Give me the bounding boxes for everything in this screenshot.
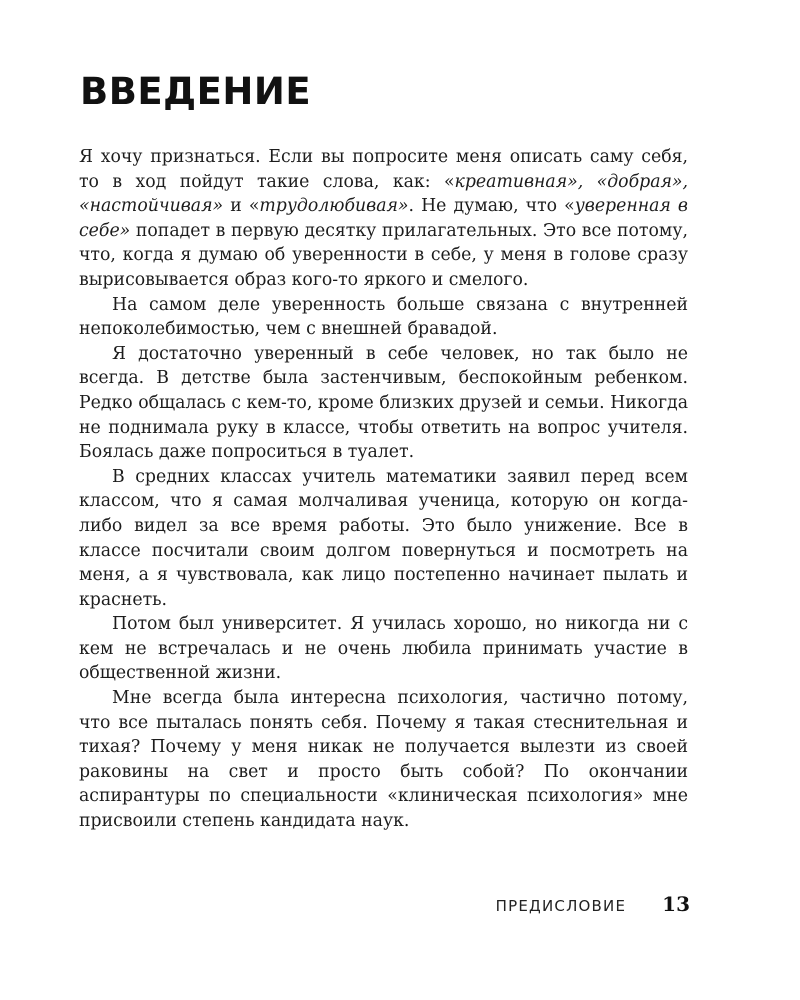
paragraph-5: Потом был университет. Я училась хорошо, но никогда ни с кем не встречалась и не очень любила принимать участие в общественной жизни. [79,614,688,684]
paragraph-1-text-4: попадет в первую десятку прилагательных. Это все потому, что, когда я думаю об уверенности в себе, у меня в голове сразу вырисовывается образ кого-то яркого и смелого. [79,220,688,290]
paragraph-6: Мне всегда была интересна психология, частично потому, что все пыталась понять себя. Почему я такая стеснительная и тихая? Почему у меня никак не получается вылезти из своей раковины на свет и просто быть собой? По окончании аспирантуры по специальности «клиническая психология» мне присвоили степень кандидата наук. [79,688,688,832]
paragraph-1-italic-1: креативная», «добрая», «настойчивая» [79,171,688,217]
paragraph-1-italic-2: трудолюбивая» [259,196,409,217]
paragraph-2: На самом деле уверенность больше связана с внутренней непоколебимостью, чем с внешней бравадой. [79,294,688,340]
paragraph-1 [79,145,688,293]
chapter-title: ВВЕДЕНИЕ [80,70,312,113]
paragraph-1-text-1: Я хочу признаться. Если вы попросите меня описать саму себя, то в ход пойдут такие слова, как: « [79,147,688,192]
running-head: ПРЕДИСЛОВИЕ [495,897,627,915]
paragraph-3: Я достаточно уверенный в себе человек, но так было не всегда. В детстве была застенчивым, беспокойным ребенком. Редко общалась с кем-то, кроме близких друзей и семьи. Никогда не поднимала руку в классе, чтобы ответить на вопрос учителя. Боялась даже попроситься в туалет. [79,343,688,463]
page-number: 13 [662,892,690,916]
paragraph-1-text-2: и « [223,196,260,217]
body-text [79,145,688,834]
page-footer [496,892,690,916]
paragraph-1-text-3: . Не думаю, что « [408,196,575,217]
paragraph-4: В средних классах учитель математики заявил перед всем классом, что я самая молчаливая ученица, которую он когда-либо видел за все время работы. Это было унижение. Все в классе посчитали своим долгом повернуться и посмотреть на меня, а я чувствовала, как лицо постепенно начинает пылать и краснеть. [79,466,688,610]
paragraph-1-italic-3: уверенная в себе» [79,196,688,241]
